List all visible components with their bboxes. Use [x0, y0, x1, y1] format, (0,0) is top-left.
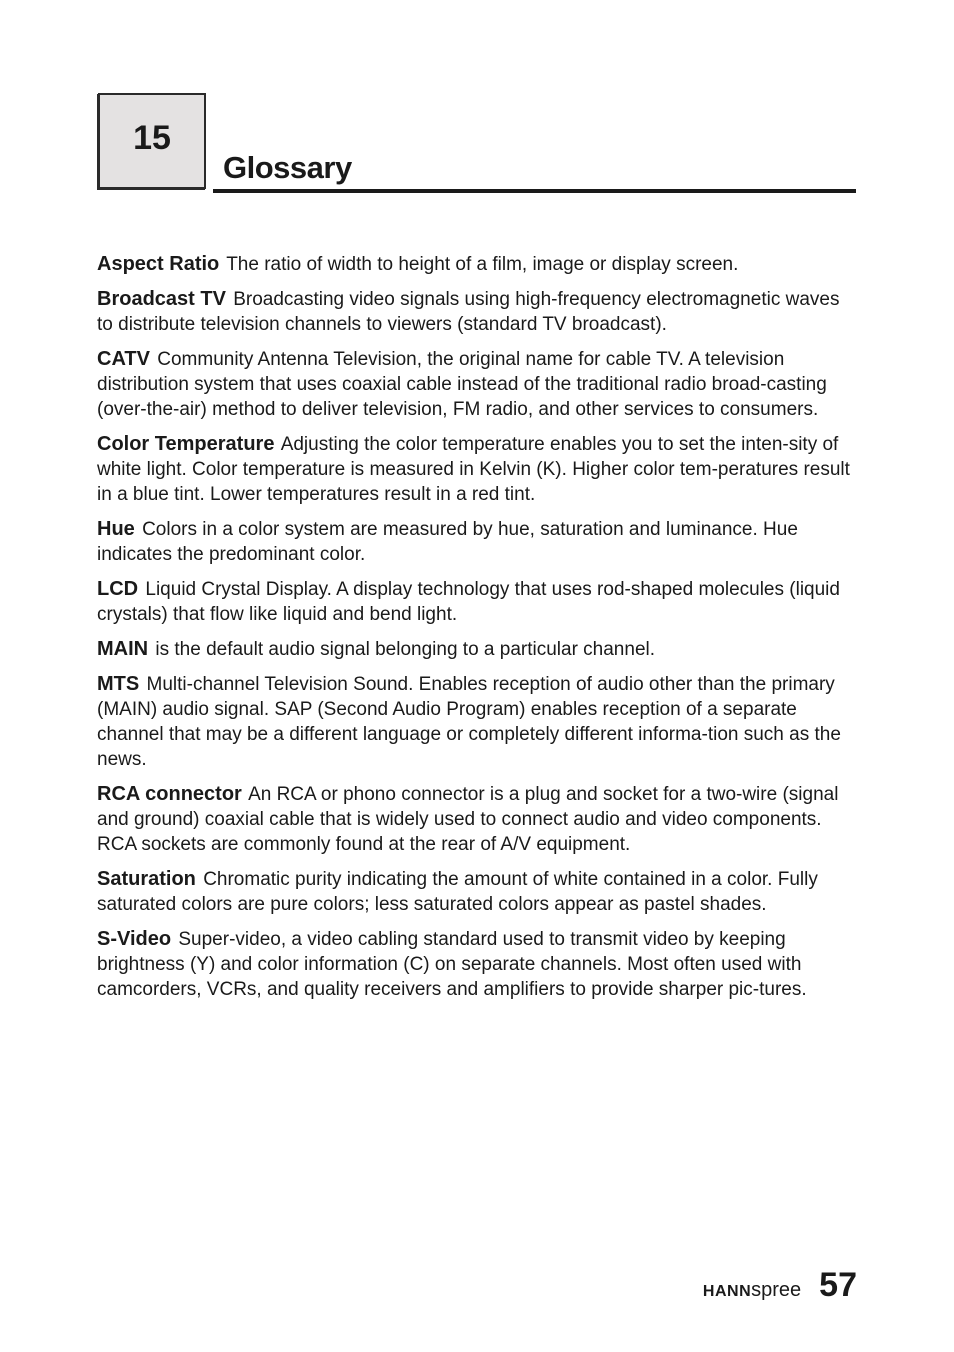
glossary-entry-hue: [97, 517, 853, 567]
glossary-definition: The ratio of width to height of a film, image or display screen.: [226, 254, 739, 275]
glossary-entry-aspect-ratio: [97, 252, 853, 277]
brand-logo-light: spree: [751, 1279, 802, 1301]
glossary-term: Saturation: [97, 868, 196, 890]
glossary-entry-mts: [97, 672, 853, 772]
glossary-definition: Chromatic purity indicating the amount of white contained in a color. Fully saturated colors are pure colors; less saturated colors appear as pastel shades.: [97, 869, 818, 915]
page-footer: [703, 1266, 857, 1305]
glossary-definition: Liquid Crystal Display. A display technology that uses rod-shaped molecules (liquid crystals) that flow like liquid and bend light.: [97, 579, 840, 625]
brand-logo: [703, 1279, 801, 1302]
glossary-term: MAIN: [97, 638, 149, 660]
glossary-entry-main: [97, 637, 853, 662]
glossary-term: Broadcast TV: [97, 288, 226, 310]
glossary-term: Color Temperature: [97, 433, 275, 455]
glossary-term: MTS: [97, 673, 140, 695]
brand-logo-bold: HANN: [702, 1283, 752, 1300]
glossary-term: S-Video: [97, 928, 172, 950]
chapter-number-box: [98, 93, 206, 189]
chapter-number: 15: [133, 118, 171, 157]
glossary-term: Aspect Ratio: [97, 253, 220, 275]
glossary-term: LCD: [97, 578, 139, 600]
glossary-term: CATV: [97, 348, 150, 370]
glossary-definition: is the default audio signal belonging to a particular channel.: [155, 639, 656, 660]
chapter-title: Glossary: [223, 150, 352, 185]
glossary-entry-broadcast-tv: [97, 287, 853, 337]
glossary-list: [97, 252, 853, 1012]
glossary-entry-lcd: [97, 577, 853, 627]
glossary-definition: Colors in a color system are measured by hue, saturation and luminance. Hue indicates the predominant color.: [97, 519, 798, 565]
page-number: 57: [819, 1266, 857, 1304]
glossary-definition: An RCA or phono connector is a plug and socket for a two-wire (signal and ground) coaxial cable that is widely used to connect audio and video components. RCA sockets are commonly found at the rear of A/V equipment.: [97, 784, 839, 855]
glossary-definition: Broadcasting video signals using high-frequency electromagnetic waves to distribute television channels to viewers (standard TV broadcast).: [97, 289, 840, 335]
title-underline-rule: [213, 189, 856, 193]
glossary-definition: Multi-channel Television Sound. Enables reception of audio other than the primary (MAIN) audio signal. SAP (Second Audio Program) enables reception of a separate channel that may be a different language or completely different informa-tion such as the news.: [97, 674, 841, 770]
glossary-entry-color-temperature: [97, 432, 853, 507]
glossary-entry-s-video: [97, 927, 853, 1002]
glossary-entry-saturation: [97, 867, 853, 917]
glossary-entry-catv: [97, 347, 853, 422]
glossary-definition: Adjusting the color temperature enables you to set the inten-sity of white light. Color temperature is measured in Kelvin (K). Higher color tem-peratures result in a blue tint. Lower temperatures result in a red tint.: [97, 434, 850, 505]
glossary-definition: Community Antenna Television, the original name for cable TV. A television distribution system that uses coaxial cable instead of the traditional radio broad-casting (over-the-air) method to deliver television, FM radio, and other services to consumers.: [97, 349, 827, 420]
glossary-definition: Super-video, a video cabling standard used to transmit video by keeping brightness (Y) and color information (C) on separate channels. Most often used with camcorders, VCRs, and quality receivers and amplifiers to provide sharper pic-tures.: [97, 929, 807, 1000]
glossary-term: RCA connector: [97, 783, 242, 805]
glossary-entry-rca-connector: [97, 782, 853, 857]
glossary-term: Hue: [97, 518, 135, 540]
